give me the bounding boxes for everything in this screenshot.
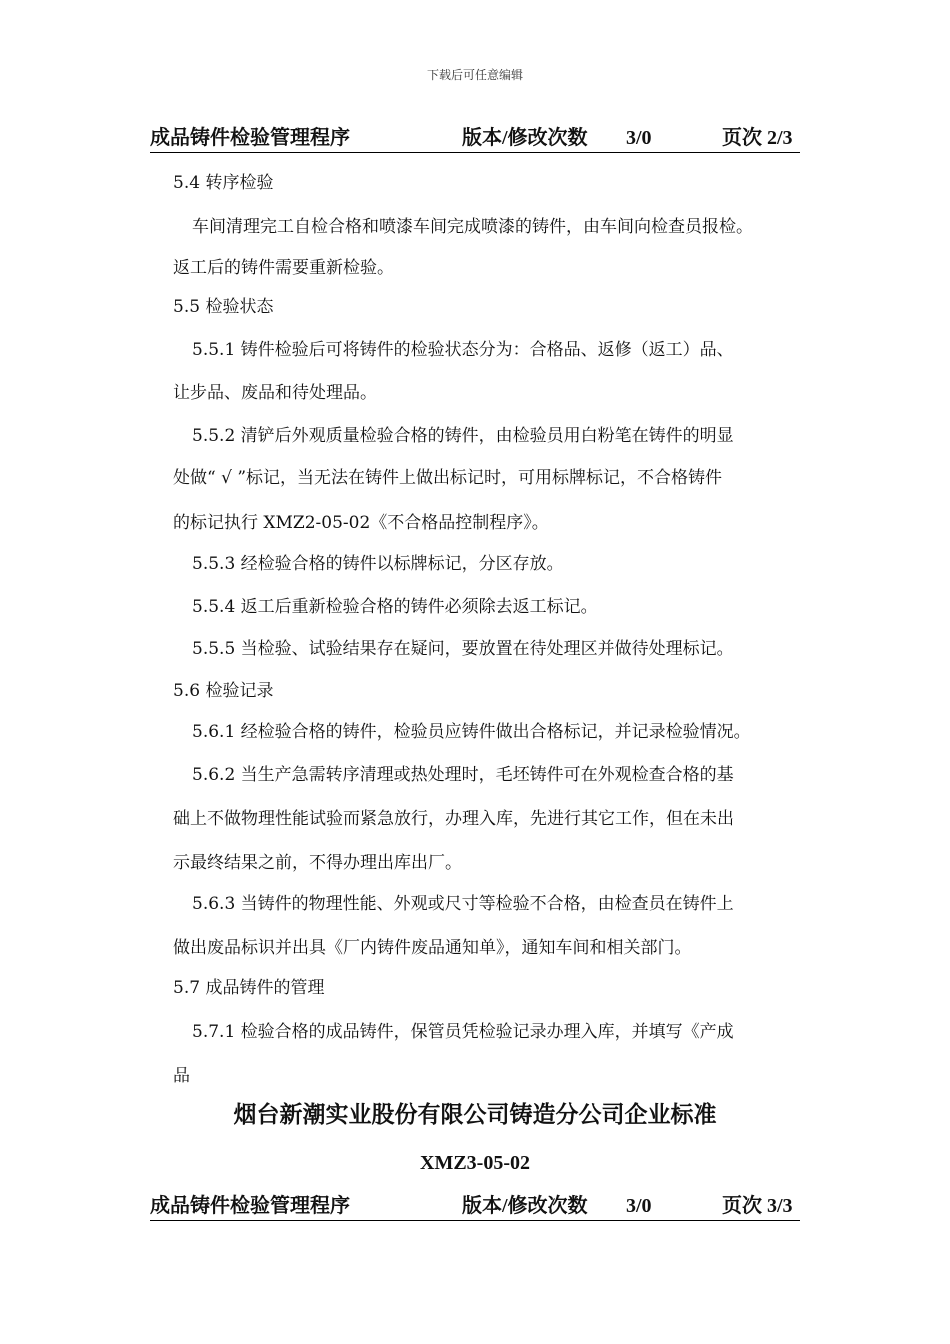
paragraph-line: 示最终结果之前，不得办理出库出厂。	[173, 853, 462, 873]
paragraph-line: 让步品、废品和待处理品。	[173, 383, 377, 403]
paragraph-line: 的标记执行 XMZ2-05-02《不合格品控制程序》。	[173, 513, 549, 533]
document-number: XMZ3-05-02	[420, 1152, 530, 1174]
page-header-next	[150, 1196, 800, 1221]
header-version-label: 版本/修改次数	[462, 127, 588, 149]
paragraph-line: 5.5.3 经检验合格的铸件以标牌标记，分区存放。	[192, 554, 564, 574]
paragraph-line: 5.5.2 清铲后外观质量检验合格的铸件，由检验员用白粉笔在铸件的明显	[192, 426, 734, 446]
paragraph-line: 础上不做物理性能试验而紧急放行，办理入库，先进行其它工作，但在未出	[173, 809, 734, 829]
section-heading: 5.7 成品铸件的管理	[173, 978, 325, 998]
paragraph-line: 5.6.3 当铸件的物理性能、外观或尺寸等检验不合格，由检查员在铸件上	[192, 894, 734, 914]
paragraph-line: 返工后的铸件需要重新检验。	[173, 258, 394, 278]
watermark-text: 下载后可任意编辑	[426, 68, 523, 82]
paragraph-line: 做出废品标识并出具《厂内铸件废品通知单》，通知车间和相关部门。	[173, 938, 692, 958]
paragraph-line: 5.6.2 当生产急需转序清理或热处理时，毛坯铸件可在外观检查合格的基	[192, 765, 734, 785]
paragraph-line: 处做“ √ ”标记，当无法在铸件上做出标记时，可用标牌标记，不合格铸件	[173, 468, 723, 488]
paragraph-line: 车间清理完工自检合格和喷漆车间完成喷漆的铸件，由车间向检查员报检。	[192, 217, 753, 237]
header-title: 成品铸件检验管理程序	[150, 127, 350, 149]
header-version-label: 版本/修改次数	[462, 1195, 588, 1217]
header-page-number: 页次 2/3	[722, 127, 793, 149]
paragraph-line: 5.5.4 返工后重新检验合格的铸件必须除去返工标记。	[192, 597, 598, 617]
section-heading: 5.4 转序检验	[173, 173, 274, 193]
company-standard-title: 烟台新潮实业股份有限公司铸造分公司企业标准	[233, 1101, 717, 1128]
header-page-number: 页次 3/3	[722, 1195, 793, 1217]
paragraph-line: 5.6.1 经检验合格的铸件，检验员应铸件做出合格标记，并记录检验情况。	[192, 722, 751, 742]
paragraph-line: 5.5.1 铸件检验后可将铸件的检验状态分为：合格品、返修（返工）品、	[192, 340, 734, 360]
header-title: 成品铸件检验管理程序	[150, 1195, 350, 1217]
page-header	[150, 128, 800, 153]
header-version-value: 3/0	[626, 127, 652, 149]
header-version-value: 3/0	[626, 1195, 652, 1217]
paragraph-line: 5.5.5 当检验、试验结果存在疑问，要放置在待处理区并做待处理标记。	[192, 639, 734, 659]
paragraph-line: 品	[173, 1066, 190, 1086]
section-heading: 5.5 检验状态	[173, 297, 274, 317]
paragraph-line: 5.7.1 检验合格的成品铸件，保管员凭检验记录办理入库，并填写《产成	[192, 1022, 734, 1042]
section-heading: 5.6 检验记录	[173, 681, 274, 701]
